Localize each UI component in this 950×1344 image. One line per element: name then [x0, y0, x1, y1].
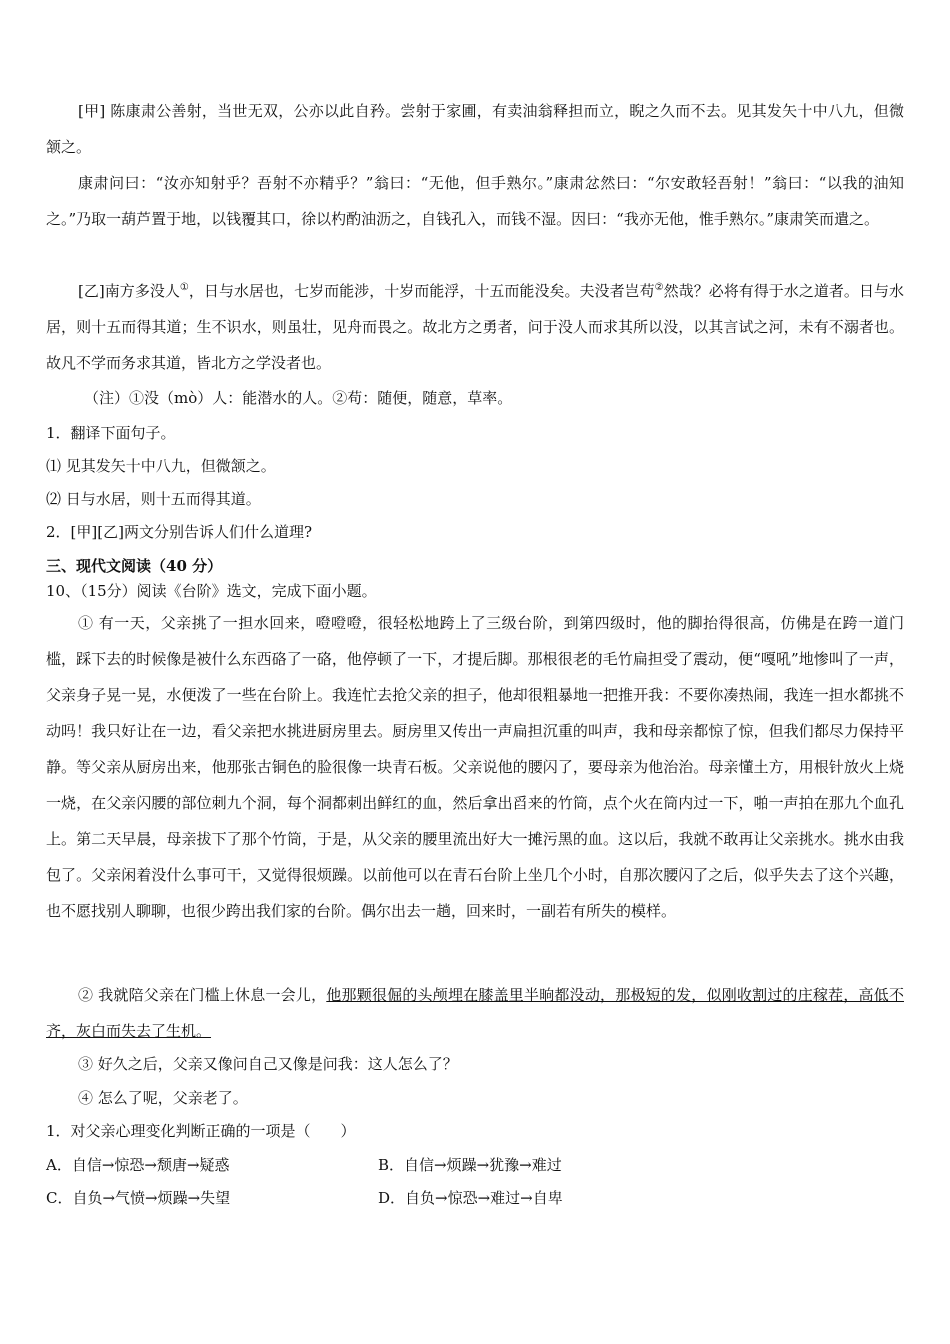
option-d[interactable]: D．自负→惊恐→难过→自卑: [378, 1189, 563, 1207]
paragraph-2-underlined: 他那颗很倔的头颅埋在膝盖里半晌都没动，那极短的发，似刚收割过的庄稼茬，高低不齐，灰白而失去了生机。: [46, 986, 904, 1040]
option-a[interactable]: A．自信→惊恐→颓唐→疑惑: [46, 1156, 230, 1174]
yi-paragraph-middle: ，日与水居也，七岁而能涉，十岁而能浮，十五而能没矣。夫没者岂苟: [188, 282, 655, 300]
yi-paragraph-end: 然哉？必将有得于水之道者。日与水居，则十五而得其道；生不识水，则虽壮，见舟而畏之。故北方之勇者，问于没人而求其所以没，以其言试之河，未有不溺者也。故凡不学而务求其道，皆北方之学没者也。: [46, 282, 904, 372]
question-1: 1．翻译下面句子。: [46, 424, 176, 442]
passage-paragraph-2: [46, 977, 904, 1049]
footnote-marker-2: ②: [654, 282, 664, 293]
question-10: 10、（15分）阅读《台阶》选文，完成下面小题。: [46, 582, 377, 600]
question-2: 2．[甲][乙]两文分别告诉人们什么道理?: [46, 523, 312, 541]
mc-question: 1．对父亲心理变化判断正确的一项是（ ）: [46, 1122, 356, 1140]
option-b[interactable]: B．自信→烦躁→犹豫→难过: [378, 1156, 562, 1174]
question-1-item-1: ⑴ 见其发矢十中八九，但微颔之。: [46, 457, 276, 475]
jia-paragraph-2: 康肃问曰：“汝亦知射乎？吾射不亦精乎？”翁曰：“无他，但手熟尔。”康肃忿然曰：“尔安敢轻吾射！”翁曰：“以我的油知之。”乃取一葫芦置于地，以钱覆其口，徐以杓酌油沥之，自钱孔入，而钱不湿。因曰：“我亦无他，惟手熟尔。”康肃笑而遣之。: [46, 174, 904, 228]
section-3-heading: 三、现代文阅读（40 分）: [46, 557, 223, 575]
annotation-note: （注）①没（mò）人：能潜水的人。②苟：随便，随意，草率。: [84, 389, 513, 407]
yi-paragraph: [46, 273, 904, 381]
passage-paragraph-4: ④ 怎么了呢，父亲老了。: [78, 1089, 248, 1107]
passage-paragraph-3: ③ 好久之后，父亲又像问自己又像是问我：这人怎么了？: [78, 1055, 458, 1073]
yi-paragraph-start: [乙]南方多没人: [78, 282, 180, 300]
jia-paragraph-1: [甲] 陈康肃公善射，当世无双，公亦以此自矜。尝射于家圃，有卖油翁释担而立，睨之久而不去。见其发矢十中八九，但微颔之。: [46, 102, 904, 156]
passage-paragraph-1: ① 有一天，父亲挑了一担水回来，噔噔噔，很轻松地跨上了三级台阶，到第四级时，他的脚抬得很高，仿佛是在跨一道门槛，踩下去的时候像是被什么东西硌了一硌，他停顿了一下，才提后脚。那根很老的毛竹扁担受了震动，便“嘎吼”地惨叫了一声，父亲身子晃一晃，水便泼了一些在台阶上。我连忙去抢父亲的担子，他却很粗暴地一把推开我：不要你凑热闹，我连一担水都挑不动吗！我只好让在一边，看父亲把水挑进厨房里去。厨房里又传出一声扁担沉重的叫声，我和母亲都惊了惊，但我们都尽力保持平静。等父亲从厨房出来，他那张古铜色的脸很像一块青石板。父亲说他的腰闪了，要母亲为他治治。母亲懂土方，用根针放火上烧一烧，在父亲闪腰的部位刺九个洞，每个洞都刺出鲜红的血，然后拿出舀来的竹筒，点个火在筒内过一下，啪一声拍在那九个血孔上。第二天早晨，母亲拔下了那个竹筒，于是，从父亲的腰里流出好大一摊污黑的血。这以后，我就不敢再让父亲挑水。挑水由我包了。父亲闲着没什么事可干，又觉得很烦躁。以前他可以在青石台阶上坐几个小时，自那次腰闪了之后，似乎失去了这个兴趣，也不愿找别人聊聊，也很少跨出我们家的台阶。偶尔出去一趟，回来时，一副若有所失的模样。: [46, 614, 904, 920]
question-1-item-2: ⑵ 日与水居，则十五而得其道。: [46, 490, 261, 508]
paragraph-2-text: ② 我就陪父亲在门槛上休息一会儿，: [78, 986, 327, 1004]
option-c[interactable]: C．自负→气愤→烦躁→失望: [46, 1189, 231, 1207]
footnote-marker-1: ①: [179, 282, 189, 293]
